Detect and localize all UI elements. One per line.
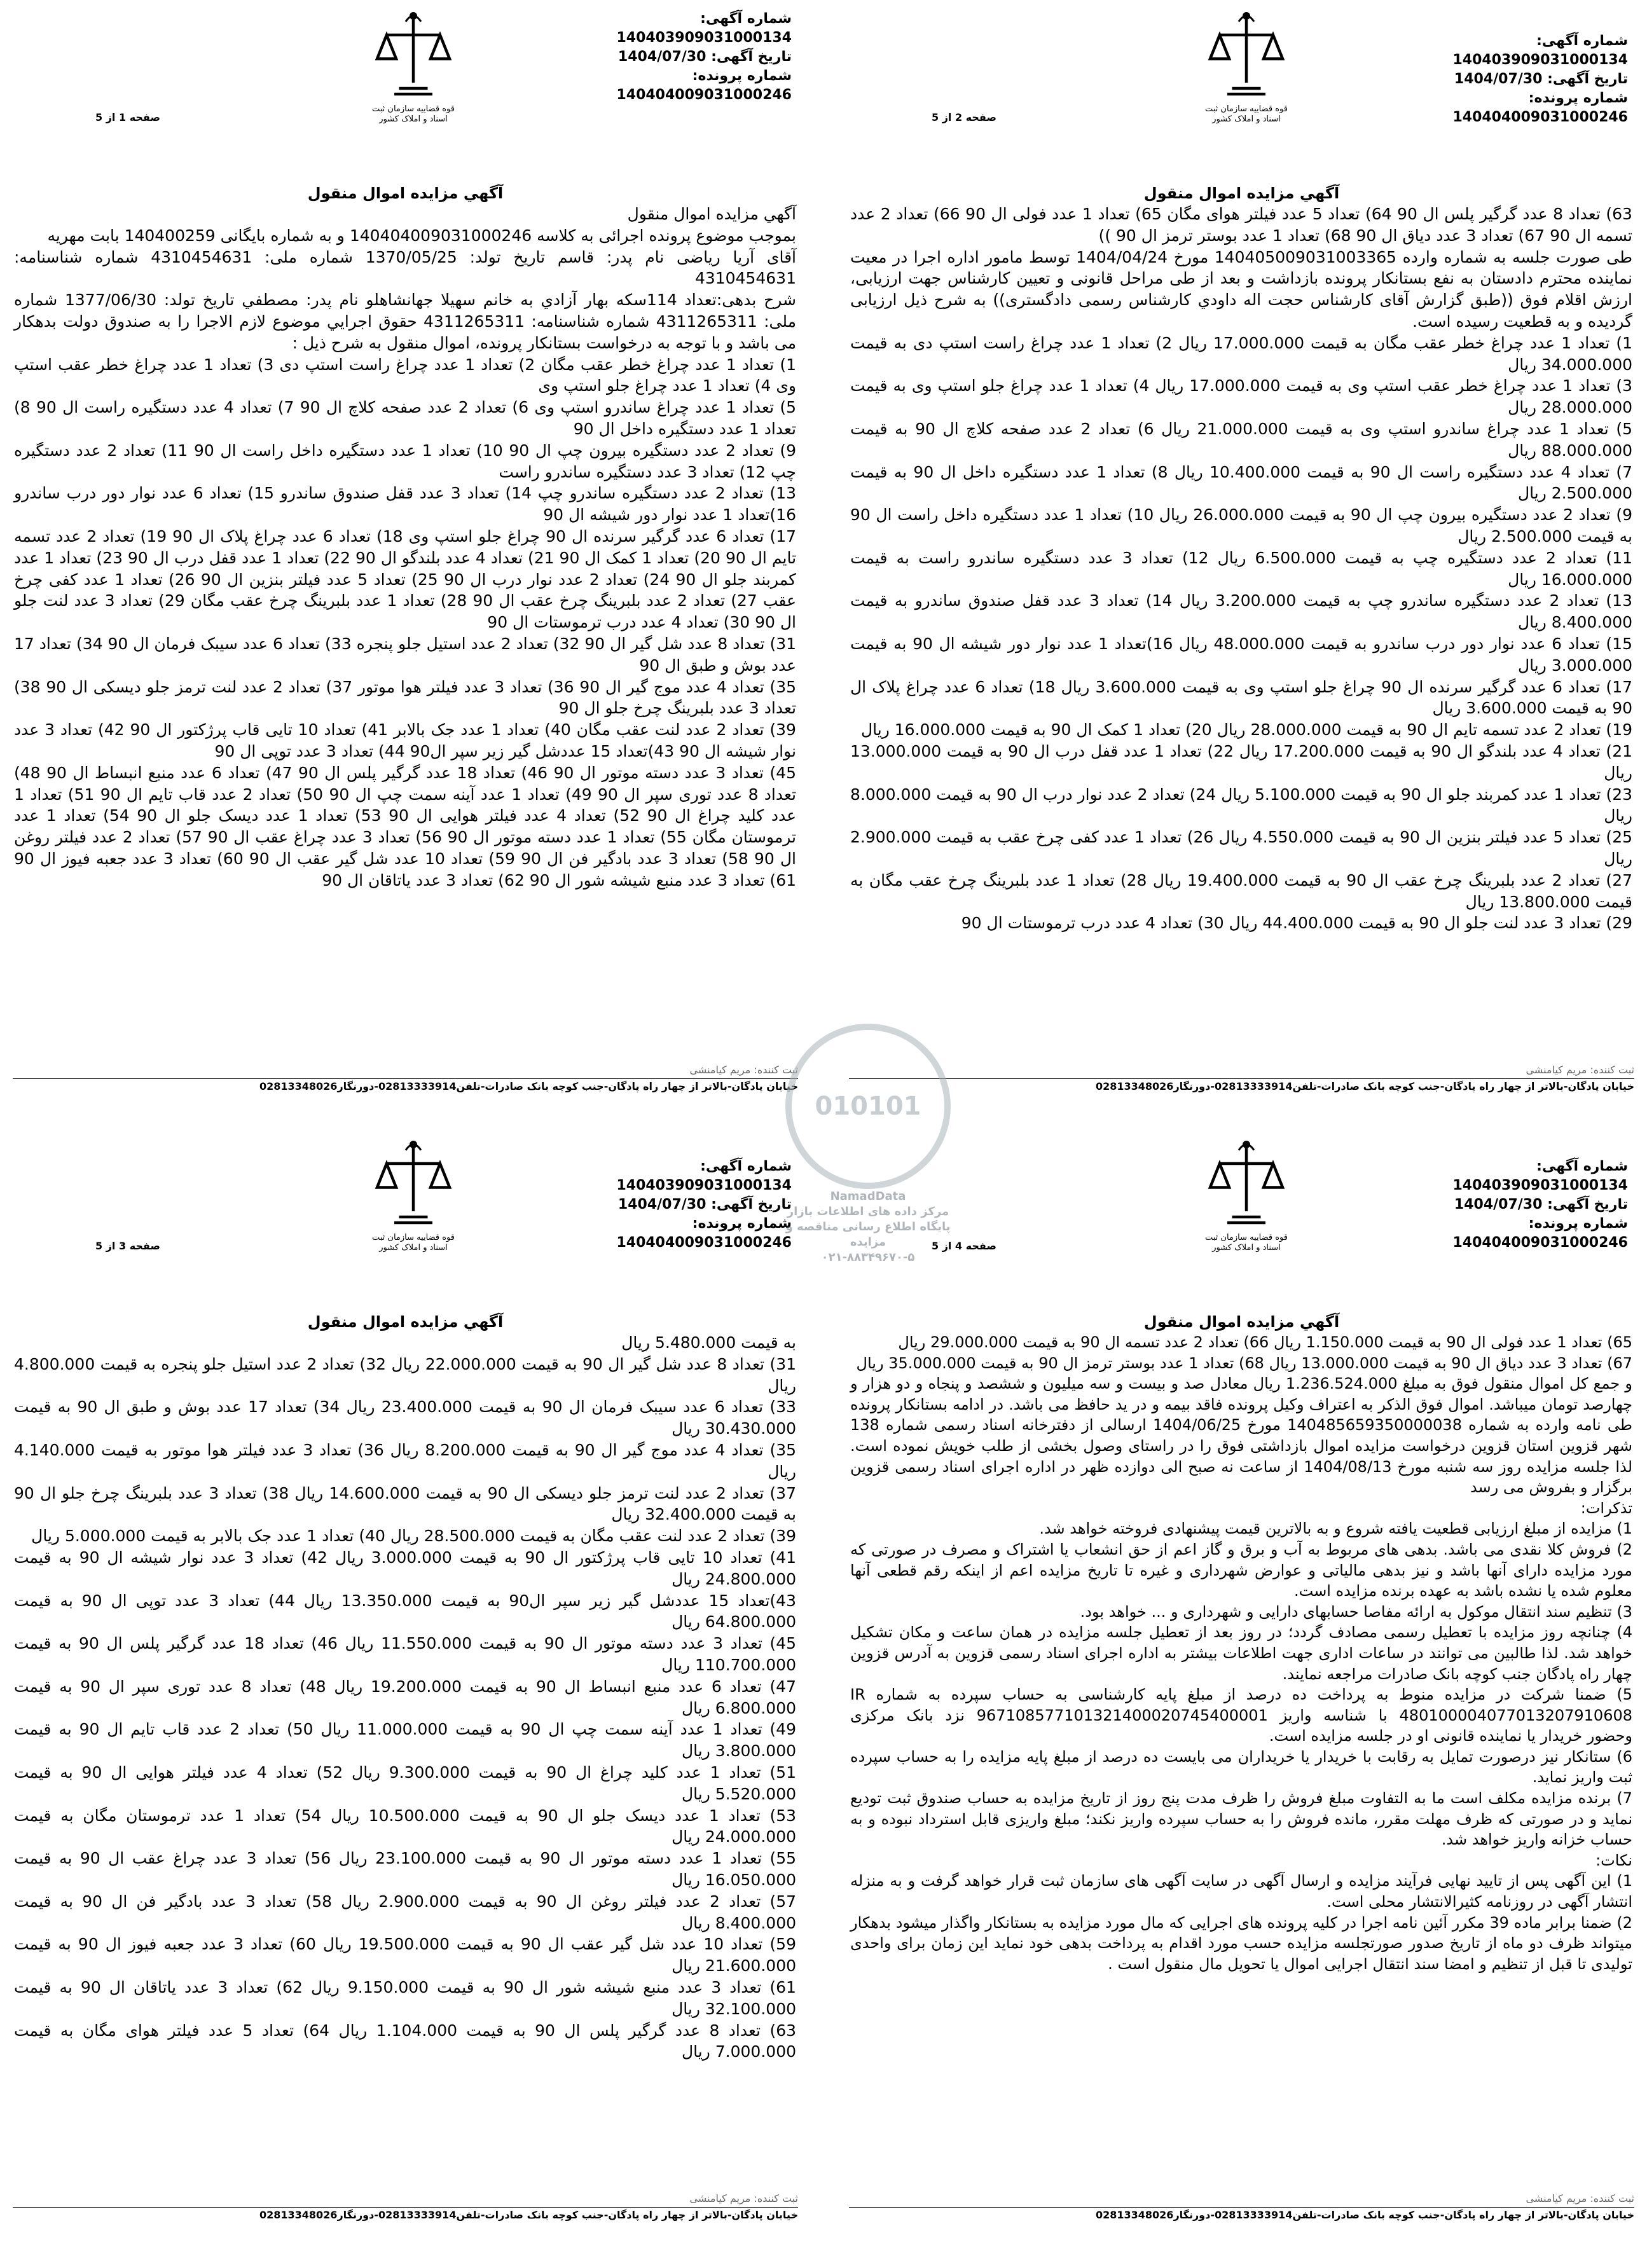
paragraph: آقای آریا ریاضی نام پدر: قاسم تاریخ تولد: 1370/05/25 شماره ملی: 4310454631 شماره شناسنامه: 4310454631 bbox=[14, 247, 796, 288]
ad-meta bbox=[525, 1157, 792, 1253]
paragraph: 31) تعداد 8 عدد شل گیر ال 90 به قیمت 22.000.000 ریال 32) تعداد 2 عدد استیل جلو پنجره به قیمت 4.800.000 ریال bbox=[14, 1354, 796, 1395]
paragraph: 21) تعداد 4 عدد بلندگو ال 90 به قیمت 17.200.000 ریال 22) تعداد 1 عدد قفل درب ال 90 به قیمت 13.000.000 ریال bbox=[850, 741, 1633, 782]
paragraph: 9) تعداد 2 عدد دستگیره بیرون چپ ال 90 10) تعداد 1 عدد دستگیره داخل راست ال 90 11) تعداد 2 عدد دستگیره چپ 12) تعداد 3 عدد دستگیره ساندرو راست bbox=[14, 441, 797, 481]
paragraph: 5) تعداد 1 عدد چراغ ساندرو استپ وی 6) تعداد 2 عدد صفحه کلاچ ال 90 7) تعداد 4 عدد دستگیره راست ال 90 8) تعداد 1 عدد دستگیره داخل ال 90 bbox=[14, 398, 797, 438]
paragraph: طی صورت جلسه به شماره وارده 140405009031003365 مورخ 1404/04/24 توسط مامور اداره اجرا در معیت نماینده محترم دادستان به نفع بستانکار پرونده بازداشت و بعد از طی مراحل قانونی و تعیین کارشناس جهت ارزیابی، ارزش اقلام فوق ((طبق گزارش آقای کارشناس حجت اله داودي کارشناس رسمی دادگستری)) به شرح ذیل ارزیابی گردیده و به قطعیت رسیده است. bbox=[850, 247, 1632, 331]
ad-meta bbox=[1361, 1157, 1628, 1253]
paragraph: 13) تعداد 2 عدد دستگیره ساندرو چپ به قیمت 3.200.000 ریال 14) تعداد 3 عدد قفل صندوق ساندرو به قیمت 8.400.000 ریال bbox=[850, 591, 1632, 632]
paragraph: 63) تعداد 8 عدد گرگیر پلس ال 90 64) تعداد 5 عدد فیلتر هوای مگان 65) تعداد 1 عدد فولی ال 90 66) تعداد 2 عدد تسمه ال 90 67) تعداد 3 عدد دیاق ال 90 68) تعداد 1 عدد بوستر ترمز ال 90 )) bbox=[850, 205, 1632, 245]
paragraph: آگهي مزايده اموال منقول bbox=[627, 205, 796, 223]
page-title: آگهي مزايده اموال منقول bbox=[1143, 1313, 1340, 1331]
paragraph: 1) تعداد 1 عدد چراغ خطر عقب مگان به قیمت 17.000.000 ریال 2) تعداد 1 عدد چراغ راست استپ دی به قیمت 34.000.000 ریال bbox=[850, 333, 1632, 374]
ad-meta bbox=[1361, 32, 1628, 127]
case-label: شماره پرونده: bbox=[692, 1216, 792, 1232]
ad-no: 140403909031000134 bbox=[1452, 52, 1628, 68]
paragraph: 27) تعداد 2 عدد بلبرینگ چرخ عقب ال 90 به قیمت 19.400.000 ریال 28) تعداد 1 عدد بلبرینگ چرخ عقب مگان به قیمت 13.800.000 ریال bbox=[850, 870, 1632, 911]
emblem-caption: قوه قضاییه سازمان ثبت اسناد و املاک کشور bbox=[371, 1233, 455, 1253]
paragraph: 59) تعداد 10 عدد شل گیر عقب ال 90 به قیمت 19.500.000 ریال 60) تعداد 3 عدد جعبه فیوز ال 90 به قیمت 21.600.000 ریال bbox=[14, 1935, 796, 1976]
paragraph: 17) تعداد 6 عدد گرگیر سرنده ال 90 چراغ جلو استپ وی به قیمت 3.600.000 ریال 18) تعداد 6 عدد چراغ پلاک ال 90 به قیمت 3.600.000 ریال bbox=[850, 677, 1632, 718]
recorder-label: ثبت کننده: bbox=[1590, 1064, 1634, 1076]
paragraph: 5) تعداد 1 عدد چراغ ساندرو استپ وی به قیمت 21.000.000 ریال 6) تعداد 2 عدد صفحه کلاچ ال 90 به قیمت 88.000.000 ریال bbox=[850, 419, 1632, 460]
paragraph: 11) تعداد 2 عدد دستگیره چپ به قیمت 6.500.000 ریال 12) تعداد 3 عدد دستگیره ساندرو راست به قیمت 16.000.000 ریال bbox=[850, 548, 1632, 589]
paragraph: 51) تعداد 1 عدد کلید چراغ ال 90 به قیمت 9.300.000 ریال 52) تعداد 4 عدد فیلتر هوایی ال 90 به قیمت 5.520.000 ریال bbox=[14, 1763, 796, 1803]
paragraph: 6) ستانکار نیز درصورت تمایل به رقابت با خریدار یا خریداران می بایست ده درصد از مبلغ پایه مزایده را به حساب سپرده ثبت واریز نماید. bbox=[850, 1747, 1632, 1787]
paragraph: 63) تعداد 8 عدد گرگیر پلس ال 90 به قیمت 1.104.000 ریال 64) تعداد 5 عدد فیلتر هوای مگان به قیمت 7.000.000 ریال bbox=[14, 2021, 797, 2061]
paragraph: 7) تعداد 4 عدد دستگیره راست ال 90 به قیمت 10.400.000 ریال 8) تعداد 1 عدد دستگیره داخل ال 90 به قیمت 2.500.000 ریال bbox=[850, 462, 1632, 503]
page-footer bbox=[13, 1064, 798, 1092]
paragraph: 39) تعداد 2 عدد لنت عقب مگان 40) تعداد 1 عدد جک بالابر 41) تعداد 10 تایی قاب پرژکتور ال 90 42) تعداد 3 عدد نوار شیشه ال 90 43)تعداد 15 عددشل گیر زیر سپر ال90 44) تعداد 3 عدد توپی ال 90 bbox=[14, 720, 796, 760]
paragraph: 35) تعداد 4 عدد موج گیر ال 90 به قیمت 8.200.000 ریال 36) تعداد 3 عدد فیلتر هوا موتور به قیمت 4.140.000 ریال bbox=[14, 1440, 797, 1481]
paragraph: 35) تعداد 4 عدد موج گیر ال 90 36) تعداد 3 عدد فیلتر هوا موتور 37) تعداد 2 عدد لنت ترمز جلو دیسکی ال 90 38) تعداد 3 عدد بلبرینگ چرخ جلو ال 90 bbox=[14, 677, 797, 718]
scales-emblem-icon bbox=[1199, 6, 1294, 102]
recorder-name: مریم کیامنشی bbox=[1526, 1064, 1587, 1076]
ad-no-label: شماره آگهی: bbox=[1536, 33, 1628, 49]
scales-emblem-icon bbox=[1199, 1135, 1294, 1230]
watermark-brand: NamadData bbox=[830, 1190, 906, 1203]
judiciary-emblem bbox=[1199, 6, 1294, 140]
watermark-phone: ۰۲۱-۸۸۳۴۹۶۷۰-۵ bbox=[821, 1251, 915, 1264]
paragraph: 47) تعداد 6 عدد منبع انبساط ال 90 به قیمت 19.200.000 ریال 48) تعداد 8 عدد توری سپر ال 90 به قیمت 6.800.000 ریال bbox=[14, 1677, 796, 1717]
office-address: خیابان پادگان-بالاتر از چهار راه پادگان-جنب کوچه بانک صادرات-تلفن02813333914-دورنگار02813348026 bbox=[13, 1078, 798, 1092]
paragraph: 1) این آگهی پس از تایید نهایی فرآیند مزایده و ارسال آگهی در سایت آگهی های سازمان ثبت قرار خواهد گرفت و به منزله انتشار آگهی در روزنامه کثیرالانتشار محلی است. bbox=[850, 1872, 1632, 1911]
paragraph: نکات: bbox=[1595, 1851, 1632, 1869]
ad-no: 140403909031000134 bbox=[1452, 1178, 1628, 1193]
paragraph: 49) تعداد 1 عدد آینه سمت چپ ال 90 به قیمت 11.000.000 ریال 50) تعداد 2 عدد قاب تایم ال 90 به قیمت 3.800.000 ریال bbox=[14, 1720, 796, 1761]
notice-body bbox=[14, 1332, 796, 2063]
recorder-label: ثبت کننده: bbox=[754, 1064, 798, 1076]
notice-page-4 bbox=[843, 1129, 1641, 2222]
recorder-name: مریم کیامنشی bbox=[1526, 2192, 1587, 2204]
paragraph: 45) تعداد 3 عدد دسته موتور ال 90 به قیمت 11.550.000 ریال 46) تعداد 18 عدد گرگیر پلس ال 90 به قیمت 110.700.000 ریال bbox=[14, 1634, 796, 1674]
paragraph: 43)تعداد 15 عددشل گیر زیر سپر ال90 به قیمت 13.350.000 ریال 44) تعداد 3 عدد توپی ال 90 به قیمت 64.800.000 ریال bbox=[14, 1591, 796, 1632]
paragraph: تذکرات: bbox=[1580, 1499, 1632, 1517]
notice-page-1 bbox=[6, 0, 804, 1094]
case-label: شماره پرونده: bbox=[1528, 90, 1628, 106]
page-number: صفحه 4 از 5 bbox=[932, 1240, 996, 1252]
paragraph: 55) تعداد 1 عدد دسته موتور ال 90 به قیمت 23.100.000 ریال 56) تعداد 3 عدد چراغ عقب ال 90 به قیمت 16.050.000 ریال bbox=[14, 1849, 797, 1889]
paragraph: 19) تعداد 2 عدد تسمه تایم ال 90 به قیمت 28.000.000 ریال 20) تعداد 1 کمک ال 90 به قیمت 16.000.000 ریال bbox=[861, 720, 1632, 739]
page-number: صفحه 2 از 5 bbox=[932, 111, 996, 123]
paragraph: 23) تعداد 1 عدد کمربند جلو ال 90 به قیمت 5.100.000 ریال 24) تعداد 2 عدد نوار درب ال 90 به قیمت 8.000.000 ریال bbox=[850, 785, 1633, 825]
paragraph: 33) تعداد 6 عدد سیبک فرمان ال 90 به قیمت 23.400.000 ریال 34) تعداد 17 عدد بوش و طبق ال 90 به قیمت 30.430.000 ریال bbox=[14, 1398, 796, 1438]
page-title: آگهي مزايده اموال منقول bbox=[1143, 184, 1340, 202]
recorder-label: ثبت کننده: bbox=[754, 2192, 798, 2204]
paragraph: 17) تعداد 6 عدد گرگیر سرنده ال 90 چراغ جلو استپ وی 18) تعداد 6 عدد چراغ پلاک ال 90 19) تعداد 2 عدد تسمه تایم ال 90 20) تعداد 1 کمک ال 90 21) تعداد 4 عدد بلندگو ال 90 22) تعداد 1 عدد قفل درب ال 90 23) تعداد 1 عدد کمربند جلو ال 90 24) تعداد 2 عدد نوار درب ال 90 25) تعداد 5 عدد فیلتر بنزین ال 90 26) تعداد 1 عدد کفی چرخ عقب 27) تعداد 2 عدد بلبرینگ چرخ عقب ال 90 28) تعداد 1 عدد بلبرینگ چرخ عقب مگان 29) تعداد 3 عدد لنت جلو ال 90 30) تعداد 4 عدد درب ترموستات ال 90 bbox=[14, 526, 797, 632]
recorder-name: مریم کیامنشی bbox=[689, 2192, 751, 2204]
date-label: تاریخ آگهی: bbox=[711, 1197, 792, 1213]
ad-no-label: شماره آگهی: bbox=[1536, 1158, 1628, 1174]
ad-date: 1404/07/30 bbox=[1454, 71, 1543, 87]
emblem-caption: قوه قضاییه سازمان ثبت اسناد و املاک کشور bbox=[371, 104, 455, 124]
emblem-caption: قوه قضاییه سازمان ثبت اسناد و املاک کشور bbox=[1204, 1233, 1288, 1253]
page-title: آگهي مزايده اموال منقول bbox=[307, 184, 504, 202]
paragraph: 25) تعداد 5 عدد فیلتر بنزین ال 90 به قیمت 4.550.000 ریال 26) تعداد 1 عدد کفی چرخ عقب به قیمت 2.900.000 ریال bbox=[850, 828, 1632, 868]
office-address: خیابان پادگان-بالاتر از چهار راه پادگان-جنب کوچه بانک صادرات-تلفن02813333914-دورنگار02813348026 bbox=[849, 1078, 1634, 1092]
ad-date: 1404/07/30 bbox=[1454, 1197, 1543, 1213]
page-footer bbox=[849, 2192, 1634, 2221]
notice-page-3 bbox=[6, 1129, 804, 2222]
paragraph: 61) تعداد 3 عدد منبع شیشه شور ال 90 به قیمت 9.150.000 ریال 62) تعداد 3 عدد یاتاقان ال 90 به قیمت 32.100.000 ریال bbox=[14, 1977, 796, 2018]
paragraph: 13) تعداد 2 عدد دستگیره ساندرو چپ 14) تعداد 3 عدد قفل صندوق ساندرو 15) تعداد 6 عدد نوار دور درب ساندرو 16)تعداد 1 عدد نوار دور شیشه ال 90 bbox=[14, 484, 796, 525]
case-no: 140404009031000246 bbox=[616, 1235, 792, 1251]
date-label: تاریخ آگهی: bbox=[1547, 71, 1628, 87]
paragraph: 3) تعداد 1 عدد چراغ خطر عقب استپ وی به قیمت 17.000.000 ریال 4) تعداد 1 عدد چراغ جلو استپ وی به قیمت 28.000.000 ریال bbox=[850, 376, 1632, 417]
ad-date: 1404/07/30 bbox=[617, 49, 706, 65]
scales-emblem-icon bbox=[366, 1135, 461, 1230]
emblem-caption: قوه قضاییه سازمان ثبت اسناد و املاک کشور bbox=[1204, 104, 1288, 124]
judiciary-emblem bbox=[1199, 1135, 1294, 1268]
paragraph: و جمع کل اموال منقول فوق به مبلغ 1.236.524.000 ریال معادل صد و بیست و سه میلیون و ششصد و پنجاه و دو هزار و چهارصد تومان میباشد. اموال فوق الذکر به اعتراف وکیل پرونده فاقد بیمه و در ید حافظ می باشد. در ادامه بستانکار پرونده طی نامه وارده به شماره 140485659350000038 مورخ 1404/06/25 ارسالی از دفترخانه اسناد رسمی شماره 138 شهر قزوین استان قزوین درخواست مزایده اموال بازداشتی فوق را در راستای وصول بخشی از طلب خویش نموده است. لذا جلسه مزایده روز سه شنبه مورخ 1404/08/13 از ساعت نه صبح الی دوازده ظهر در اداره اجرای اسناد رسمی قزوین برگزار و بفروش می رسد bbox=[850, 1375, 1633, 1497]
ad-date: 1404/07/30 bbox=[617, 1197, 706, 1213]
paragraph: 9) تعداد 2 عدد دستگیره بیرون چپ ال 90 به قیمت 26.000.000 ریال 10) تعداد 1 عدد دستگیره داخل راست ال 90 به قیمت 2.500.000 ریال bbox=[850, 505, 1632, 546]
paragraph: 1) مزایده از مبلغ ارزیابی قطعیت یافته شروع و به بالاترین قیمت پیشنهادی فروخته خواهد شد. bbox=[1039, 1520, 1632, 1538]
ad-no: 140403909031000134 bbox=[616, 1178, 792, 1193]
paragraph: 41) تعداد 10 تایی قاب پرژکتور ال 90 به قیمت 3.000.000 ریال 42) تعداد 3 عدد نوار شیشه ال 90 به قیمت 24.800.000 ریال bbox=[14, 1548, 797, 1588]
ad-no-label: شماره آگهی: bbox=[700, 11, 792, 27]
notice-body bbox=[850, 203, 1632, 934]
office-address: خیابان پادگان-بالاتر از چهار راه پادگان-جنب کوچه بانک صادرات-تلفن02813333914-دورنگار02813348026 bbox=[849, 2207, 1634, 2221]
ad-no: 140403909031000134 bbox=[616, 30, 792, 46]
watermark-line1: مرکز داده های اطلاعات بازار bbox=[787, 1205, 949, 1218]
paragraph: 57) تعداد 2 عدد فیلتر روغن ال 90 به قیمت 2.900.000 ریال 58) تعداد 3 عدد بادگیر فن ال 90 به قیمت 8.400.000 ریال bbox=[14, 1892, 797, 1932]
paragraph: 39) تعداد 2 عدد لنت عقب مگان به قیمت 28.500.000 ریال 40) تعداد 1 عدد جک بالابر به قیمت 5.000.000 ریال bbox=[31, 1527, 796, 1546]
page-title: آگهي مزايده اموال منقول bbox=[307, 1313, 504, 1331]
paragraph: 67) تعداد 3 عدد دیاق ال 90 به قیمت 13.000.000 ریال 68) تعداد 1 عدد بوستر ترمز ال 90 به قیمت 35.000.000 ریال bbox=[856, 1354, 1632, 1372]
paragraph: 65) تعداد 1 عدد فولی ال 90 به قیمت 1.150.000 ریال 66) تعداد 2 عدد تسمه ال 90 به قیمت 29.000.000 ریال bbox=[898, 1333, 1632, 1351]
paragraph: 7) برنده مزایده مکلف است ما به التفاوت مبلغ فروش را ظرف مدت پنج روز از تاریخ مزایده به حساب صندوق ثبت تودیع نماید و در صورتی که ظرف مهلت مقرر، مانده فروش را به حساب سپرده واریز نکند؛ مبلغ واریزی قابل استرداد نبوده و به حساب خزانه واریز خواهد شد. bbox=[850, 1789, 1632, 1849]
paragraph: به قیمت 5.480.000 ریال bbox=[621, 1333, 796, 1352]
office-address: خیابان پادگان-بالاتر از چهار راه پادگان-جنب کوچه بانک صادرات-تلفن02813333914-دورنگار02813348026 bbox=[13, 2207, 798, 2221]
ad-meta bbox=[525, 10, 792, 105]
case-label: شماره پرونده: bbox=[1528, 1216, 1628, 1232]
paragraph: 29) تعداد 3 عدد لنت جلو ال 90 به قیمت 44.400.000 ریال 30) تعداد 4 عدد درب ترموستات ال 90 bbox=[961, 914, 1632, 933]
paragraph: 45) تعداد 3 عدد دسته موتور ال 90 46) تعداد 18 عدد گرگیر پلس ال 90 47) تعداد 6 عدد منبع انبساط ال 90 48) تعداد 8 عدد توری سپر ال 90 49) تعداد 1 عدد آینه سمت چپ ال 90 50) تعداد 2 عدد قاب تایم ال 90 51) تعداد 1 عدد کلید چراغ ال 90 52) تعداد 4 عدد فیلتر هوایی ال 90 53) تعداد 1 عدد دیسک جلو ال 90 54) تعداد 1 عدد ترموستان مگان 55) تعداد 1 عدد دسته موتور ال 90 56) تعداد 3 عدد چراغ عقب ال 90 57) تعداد 2 عدد فیلتر روغن ال 90 58) تعداد 3 عدد بادگیر فن ال 90 59) تعداد 10 عدد شل گیر عقب ال 90 60) تعداد 3 عدد جعبه فیوز ال 90 61) تعداد 3 عدد منبع شیشه شور ال 90 62) تعداد 3 عدد یاتاقان ال 90 bbox=[14, 763, 797, 890]
case-no: 140404009031000246 bbox=[1452, 1235, 1628, 1251]
notice-body bbox=[14, 203, 796, 891]
paragraph: 37) تعداد 2 عدد لنت ترمز جلو دیسکی ال 90 به قیمت 14.600.000 ریال 38) تعداد 3 عدد بلبرینگ چرخ جلو ال 90 به قیمت 32.400.000 ریال bbox=[14, 1483, 796, 1524]
paragraph: 5) ضمنا شرکت در مزایده منوط به پرداخت ده درصد از مبلغ پایه کارشناسی به حساب سپرده به شماره IR 480100004077013207910608 با شناسه واریز 967108577101321400020745400001 نزد بانک مرکزی وحضور خریدار یا نماینده قانونی او در جلسه مزایده است. bbox=[850, 1686, 1632, 1745]
page-footer bbox=[13, 2192, 798, 2221]
watermark-top: 010101 bbox=[815, 1092, 921, 1121]
date-label: تاریخ آگهی: bbox=[711, 49, 792, 65]
case-no: 140404009031000246 bbox=[616, 87, 792, 103]
recorder-name: مریم کیامنشی bbox=[689, 1064, 751, 1076]
date-label: تاریخ آگهی: bbox=[1547, 1197, 1628, 1213]
ad-no-label: شماره آگهی: bbox=[700, 1158, 792, 1174]
notice-body bbox=[850, 1332, 1632, 1974]
case-label: شماره پرونده: bbox=[692, 68, 792, 84]
paragraph: 31) تعداد 8 عدد شل گیر ال 90 32) تعداد 2 عدد استیل جلو پنجره 33) تعداد 6 عدد سیبک فرمان ال 90 34) تعداد 17 عدد بوش و طبق ال 90 bbox=[14, 634, 797, 675]
scales-emblem-icon bbox=[366, 6, 461, 102]
paragraph: 1) تعداد 1 عدد چراغ خطر عقب مگان 2) تعداد 1 عدد چراغ راست استپ دی 3) تعداد 1 عدد چراغ خطر عقب استپ وی 4) تعداد 1 عدد چراغ جلو استپ وی bbox=[14, 355, 797, 395]
paragraph: 53) تعداد 1 عدد دیسک جلو ال 90 به قیمت 10.500.000 ریال 54) تعداد 1 عدد ترموستان مگان به قیمت 24.000.000 ریال bbox=[14, 1806, 797, 1846]
paragraph: 3) تنظیم سند انتقال موکول به ارائه مفاصا حسابهای دارایی و شهرداری و ... خواهد بود. bbox=[1080, 1602, 1632, 1621]
page-number: صفحه 1 از 5 bbox=[95, 111, 160, 123]
recorder-label: ثبت کننده: bbox=[1590, 2192, 1634, 2204]
notice-page-2 bbox=[843, 0, 1641, 1094]
judiciary-emblem bbox=[366, 6, 461, 140]
paragraph: بموجب موضوع پرونده اجرائی به کلاسه 140404009031000246 و به شماره بایگانی 140400259 بابت مهریه bbox=[47, 226, 796, 245]
paragraph: 15) تعداد 6 عدد نوار دور درب ساندرو به قیمت 48.000.000 ریال 16)تعداد 1 عدد نوار دور شیشه ال 90 به قیمت 3.000.000 ریال bbox=[850, 634, 1632, 675]
watermark-line2: پایگاه اطلاع رسانی مناقصه و مزایده bbox=[785, 1220, 951, 1249]
paragraph: 2) فروش کلا نقدی می باشد. بدهی های مربوط به آب و برق و گاز اعم از حق انشعاب یا اشتراک و مصرف در صورتی که مورد مزایده دارای آنها باشد و نیز بدهی مالیاتی و عوارض شهرداری و غیره تا تاریخ مزایده اعم از اینکه رقم قطعی آنها معلوم شده یا نشده باشد به عهده برنده مزایده است. bbox=[850, 1540, 1632, 1600]
paragraph: 2) ضمنا برابر ماده 39 مکرر آئین نامه اجرا در کلیه پرونده های اجرایی که مال مورد مزایده به بستانکار واگذار میشود بدهکار میتواند ظرف دو ماه از تاریخ صدور صورتجلسه مزایده حسب مورد اقدام به پرداخت بدهی خود نماید این زمان برای واحدی تولیدی تا قبل از تنظیم و امضا سند انتقال اجرایی اموال یا تحویل مال منقول است . bbox=[850, 1913, 1632, 1973]
judiciary-emblem bbox=[366, 1135, 461, 1268]
case-no: 140404009031000246 bbox=[1452, 109, 1628, 125]
page-number: صفحه 3 از 5 bbox=[95, 1240, 160, 1252]
paragraph: 4) چنانچه روز مزایده با تعطیل رسمی مصادف گردد؛ در روز بعد از تعطیل جلسه مزایده در همان ساعت و مکان تشکیل خواهد شد. لذا طالبین می توانند در ساعات اداری جهت اطلاعات بیشتر به اداره اجرای اسناد رسمی قزوین به آدرس قزوین چهار راه پادگان جنب کوچه بانک صادرات مراجعه نمایند. bbox=[850, 1623, 1632, 1683]
paragraph: شرح بدهی:تعداد 114سکه بهار آزادي به خانم سهيلا جهانشاهلو نام پدر: مصطفي تاريخ تولد: 1377/06/30 شماره ملی: 4311265311 شماره شناسنامه: 4311265311 حقوق اجرايي موضوع لازم الاجرا را به صندوق دولت بدهکار می باشد و با توجه به درخواست بستانکار پرونده، اموال منقول به شرح ذیل : bbox=[14, 291, 797, 352]
watermark-logo bbox=[785, 1024, 951, 1189]
